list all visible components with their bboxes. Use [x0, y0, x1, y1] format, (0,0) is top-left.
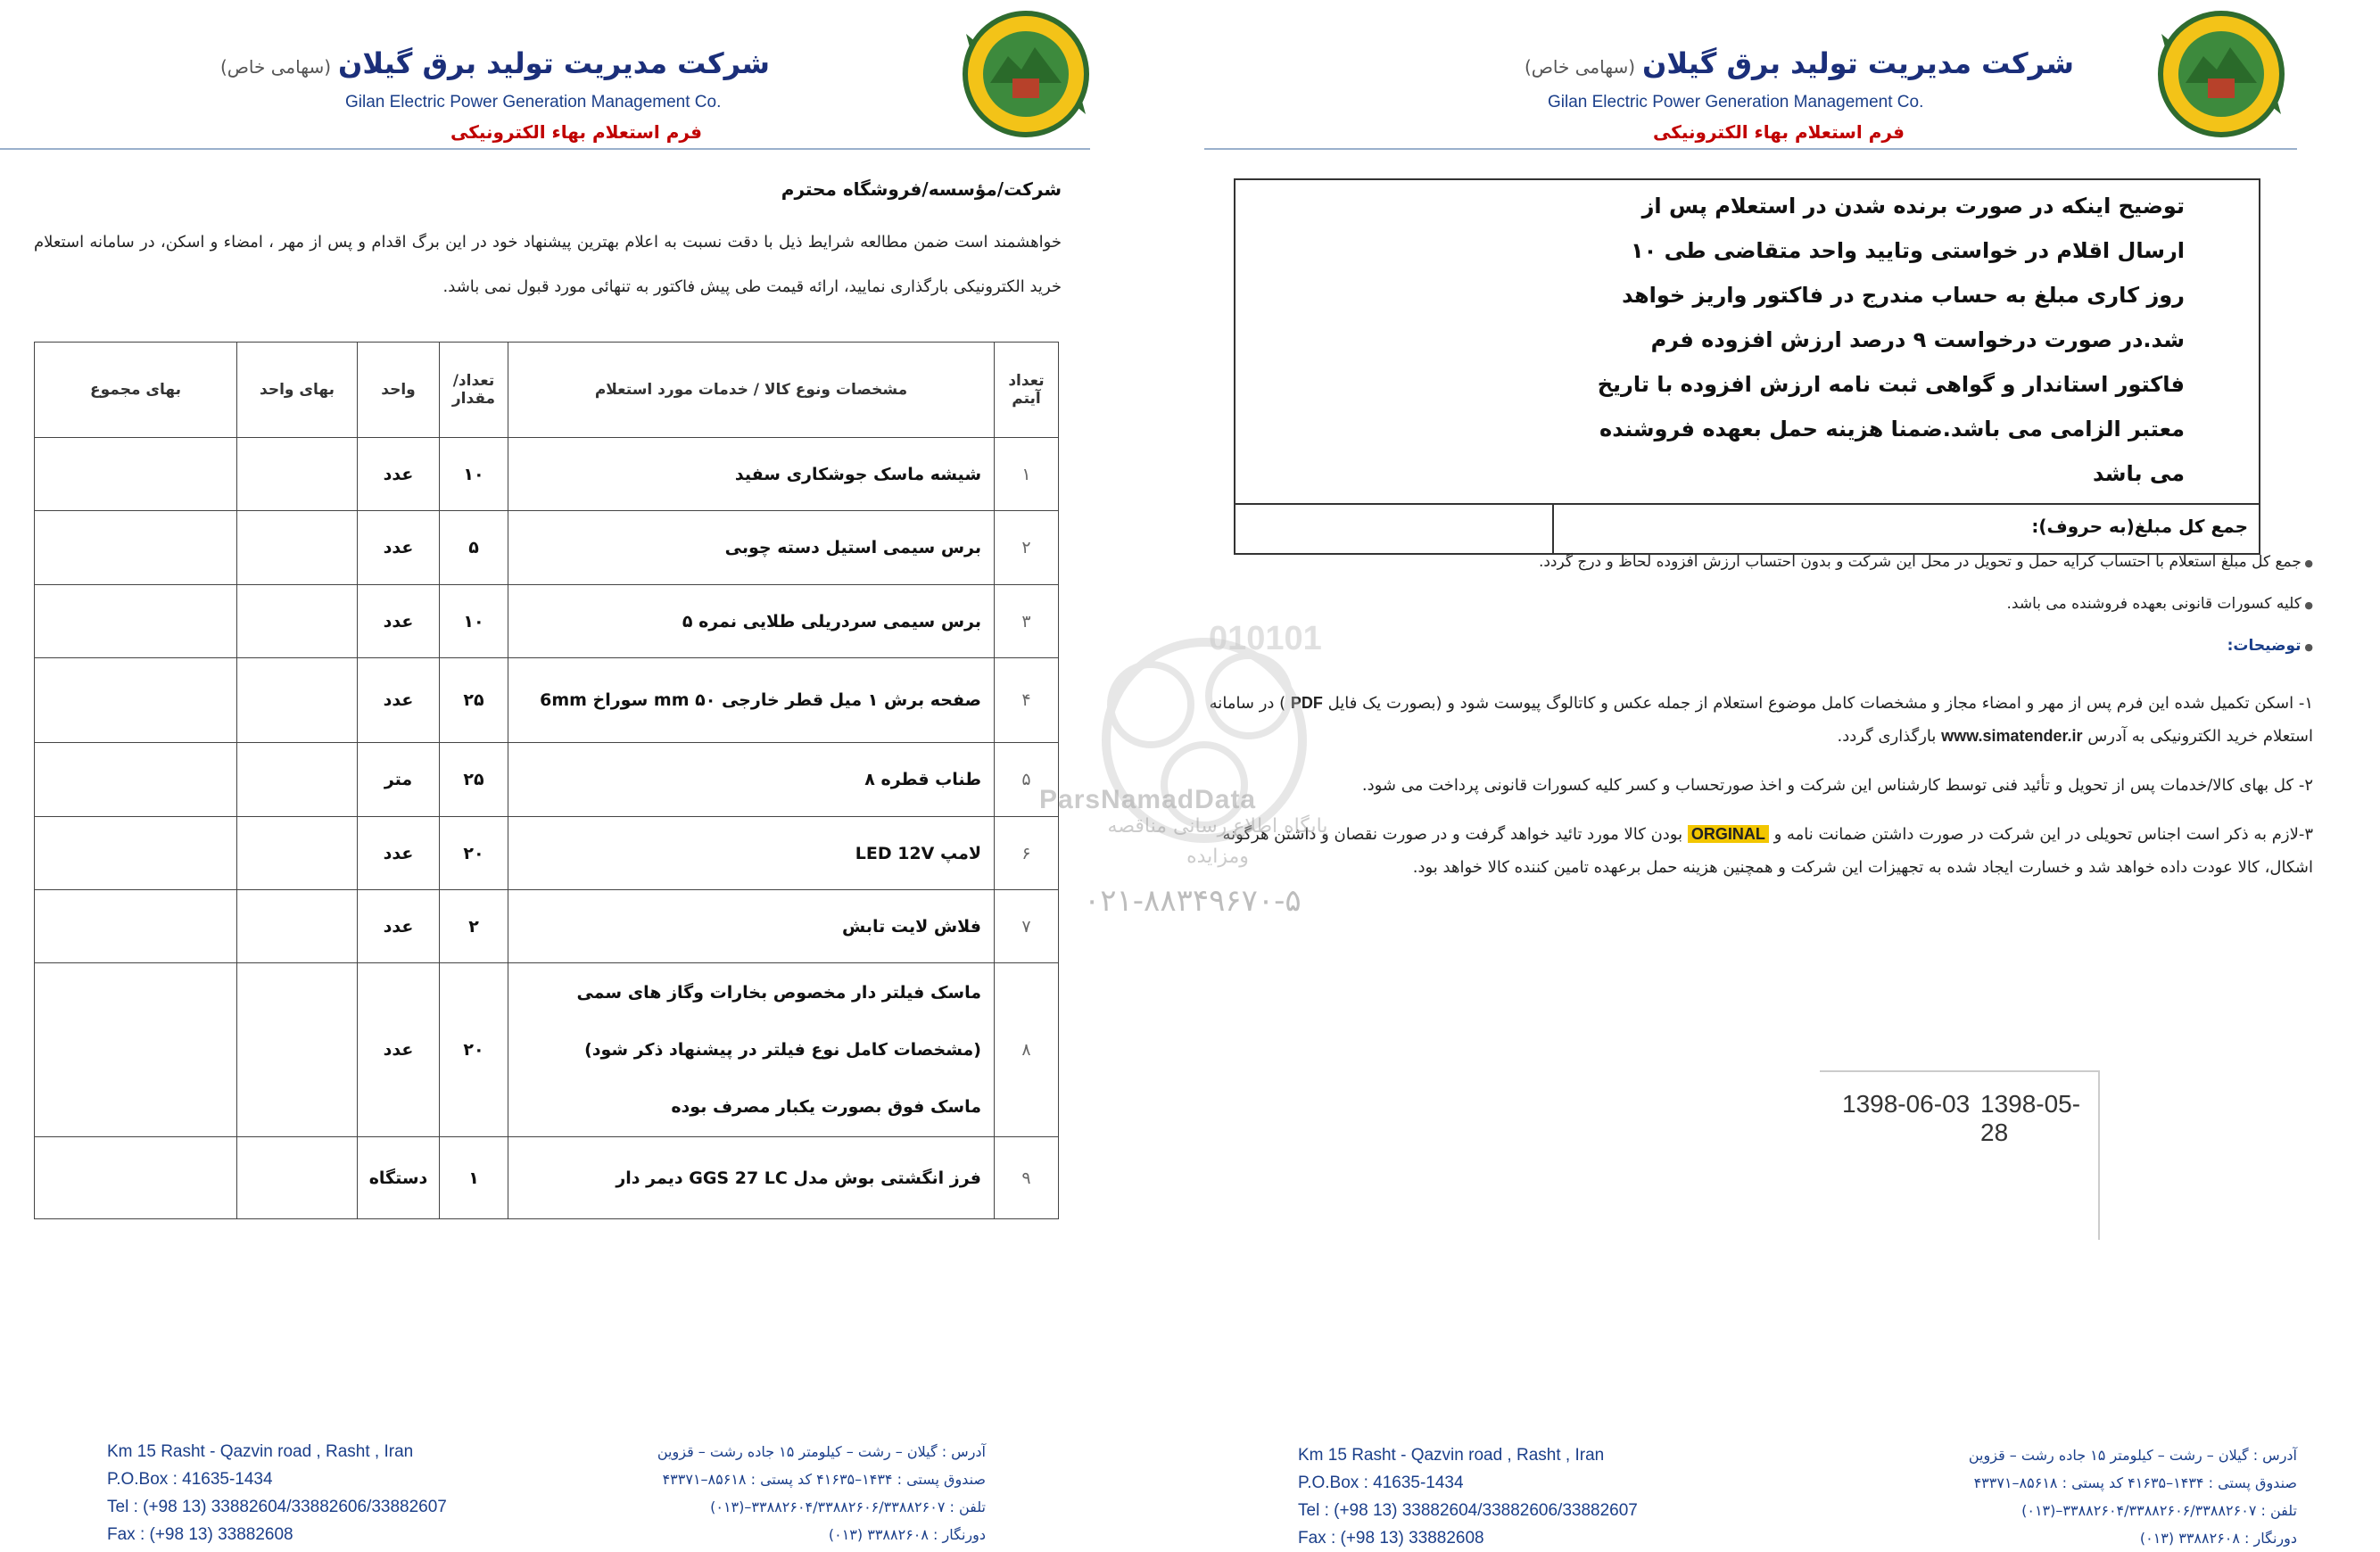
header-divider — [0, 148, 1090, 150]
row-index: ۸ — [995, 963, 1059, 1137]
col-index-header: تعداد آیتم — [995, 343, 1059, 438]
row-description: شیشه ماسک جوشکاری سفید — [508, 438, 995, 511]
table-row — [35, 817, 1059, 890]
row-total-price[interactable] — [35, 890, 237, 963]
row-description: برس سیمی استیل دسته چوبی — [508, 511, 995, 585]
total-amount-field[interactable] — [1235, 505, 1552, 553]
row-total-price[interactable] — [35, 438, 237, 511]
col-description-header: مشخصات ونوع کالا / خدمات مورد استعلام — [508, 343, 995, 438]
row-total-price[interactable] — [35, 963, 237, 1137]
note-3: ۳-لازم به ذکر است اجناس تحویلی در این شرکت در صورت داشتن ضمانت نامه و ORGINAL بودن کالا مورد تائید خواهد گرفت و در صورت نقصان و داشتن هرگونه اشکال، کالا عودت داده خواهد شد و خسارت ایجاد شده به تجهیزات این شرکت و همچنین هزینه حمل برعهده تامین کننده کالا خواهد بود. — [1222, 825, 2313, 877]
row-description: صفحه برش ۱ میل قطر خارجی ۵۰ mm سوراخ 6mm — [508, 658, 995, 743]
note-2: ۲- کل بهای کالا/خدمات پس از تحویل و تأئید فنی توسط کارشناس این شرکت و اخذ صورتحساب و کسر کلیه کسورات قانونی پرداخت می شود. — [1361, 776, 2313, 795]
row-index: ۹ — [995, 1137, 1059, 1219]
row-unit: دستگاه — [358, 1137, 440, 1219]
table-row — [35, 743, 1059, 817]
company-name-en: Gilan Electric Power Generation Management Co. — [1548, 93, 1924, 111]
watermark-text: پایگاه اطلاع رسانی مناقصه ومزایده — [1107, 815, 1328, 868]
row-unit: عدد — [358, 817, 440, 890]
footer-fa — [1969, 1441, 2297, 1552]
table-row — [35, 511, 1059, 585]
col-quantity-header: تعداد/ مقدار — [440, 343, 508, 438]
row-index: ۷ — [995, 890, 1059, 963]
payment-description-line: ارسال اقلام در خواستی وتایید واحد متقاضی طی ۱۰ — [1631, 238, 2185, 263]
condition-item: ● کلیه کسورات قانونی بعهده فروشنده می باشد. — [1260, 595, 2313, 613]
company-logo — [959, 7, 1093, 141]
payment-description-line: روز کاری مبلغ به حساب مندرج در فاکتور واریز خواهد — [1622, 283, 2185, 308]
company-name-en: Gilan Electric Power Generation Management Co. — [345, 93, 722, 111]
row-quantity: ۲۰ — [440, 817, 508, 890]
company-logo — [2154, 7, 2288, 141]
company-title: شرکت مدیریت تولید برق گیلان(سهامی خاص) — [219, 46, 770, 80]
row-quantity: ۲۵ — [440, 658, 508, 743]
payment-description-line: شد.در صورت درخواست ۹ درصد ارزش افزوده فرم — [1650, 327, 2185, 352]
col-unit-price-header: بهای واحد — [237, 343, 358, 438]
row-quantity: ۲ — [440, 890, 508, 963]
payment-description-line: معتبر الزامی می باشد.ضمنا هزینه حمل بعهده فروشنده — [1599, 417, 2185, 442]
row-quantity: ۱ — [440, 1137, 508, 1219]
left-page — [0, 0, 1084, 1544]
footer-address-fa: آدرس : گیلان – رشت – کیلومتر ۱۵ جاده رشت – قزوین — [657, 1443, 986, 1460]
row-quantity: ۲۵ — [440, 743, 508, 817]
footer-fax-en: Fax : (+98 13) 33882608 — [107, 1525, 293, 1544]
row-unit-price[interactable] — [237, 658, 358, 743]
footer-pobox-en: P.O.Box : 41635-1434 — [1298, 1474, 1464, 1492]
row-unit-price[interactable] — [237, 511, 358, 585]
table-row — [35, 658, 1059, 743]
row-unit-price[interactable] — [237, 438, 358, 511]
row-unit: عدد — [358, 963, 440, 1137]
row-total-price[interactable] — [35, 817, 237, 890]
date-end: 1398-06-03 — [1842, 1090, 1971, 1118]
row-index: ۱ — [995, 438, 1059, 511]
payment-description — [1542, 180, 2185, 496]
row-total-price[interactable] — [35, 585, 237, 658]
row-total-price[interactable] — [35, 1137, 237, 1219]
row-description-line: (مشخصات کامل نوع فیلتر در پیشنهاد ذکر شود) — [584, 1040, 981, 1060]
row-description: فرز انگشتی بوش مدل GGS 27 LC دیمر دار — [508, 1137, 995, 1219]
row-index: ۳ — [995, 585, 1059, 658]
footer-tel-fa: تلفن : ۳۳۸۸۲۶۰۴/۳۳۸۸۲۶۰۶/۳۳۸۸۲۶۰۷–(۰۱۳) — [2021, 1502, 2297, 1519]
company-title: شرکت مدیریت تولید برق گیلان(سهامی خاص) — [1524, 46, 2074, 80]
left-header — [0, 0, 1084, 152]
header-divider — [1204, 148, 2297, 150]
row-index: ۲ — [995, 511, 1059, 585]
footer-pobox-fa: صندوق پستی : ۱۴۳۴–۴۱۶۳۵ کد پستی : ۸۵۶۱۸–۴۳۳۷۱ — [1973, 1474, 2297, 1491]
row-quantity: ۱۰ — [440, 585, 508, 658]
table-row — [35, 438, 1059, 511]
row-unit-price[interactable] — [237, 585, 358, 658]
simatender-link[interactable]: www.simatender.ir — [1941, 727, 2083, 745]
col-total-price-header: بهای مجموع — [35, 343, 237, 438]
row-unit-price[interactable] — [237, 817, 358, 890]
row-index: ۴ — [995, 658, 1059, 743]
table-row — [35, 890, 1059, 963]
notes-title: ● توضیحات: — [1260, 637, 2313, 655]
date-start: 1398-05-28 — [1980, 1090, 2081, 1146]
row-unit: عدد — [358, 585, 440, 658]
total-amount-label: جمع کل مبلغ(به حروف): — [2031, 516, 2248, 537]
row-unit-price[interactable] — [237, 963, 358, 1137]
row-description: برس سیمی سردریلی طلایی نمره ۵ — [508, 585, 995, 658]
col-unit-header: واحد — [358, 343, 440, 438]
watermark-brand: ParsNamadData — [1039, 785, 1257, 814]
row-unit-price[interactable] — [237, 1137, 358, 1219]
row-quantity: ۵ — [440, 511, 508, 585]
row-index: ۵ — [995, 743, 1059, 817]
footer-tel-fa: تلفن : ۳۳۸۸۲۶۰۴/۳۳۸۸۲۶۰۶/۳۳۸۸۲۶۰۷–(۰۱۳) — [710, 1498, 986, 1515]
footer-tel-en: Tel : (+98 13) 33882604/33882606/33882607 — [107, 1498, 447, 1516]
payment-description-line: فاکتور استاندار و گواهی ثبت نامه ارزش افزوده با تاریخ — [1597, 372, 2185, 397]
row-quantity: ۲۰ — [440, 963, 508, 1137]
company-type: (سهامی خاص) — [1524, 56, 1636, 78]
row-description: لامپ LED 12V — [508, 817, 995, 890]
footer-en — [1298, 1441, 1638, 1552]
company-type: (سهامی خاص) — [219, 56, 332, 78]
watermark-binary: 010101 — [1209, 620, 1322, 657]
footer-tel-en: Tel : (+98 13) 33882604/33882606/33882607 — [1298, 1501, 1638, 1520]
right-header — [1191, 0, 2380, 152]
pdf-label: PDF — [1290, 694, 1323, 712]
condition-item: ● جمع کل مبلغ استعلام با احتساب کرایه حمل و تحویل در محل این شرکت و بدون احتساب ارزش افزوده لحاظ و درج گردد. — [1260, 553, 2313, 571]
row-unit-price[interactable] — [237, 743, 358, 817]
row-quantity: ۱۰ — [440, 438, 508, 511]
watermark-phone: ۰۲۱-۸۸۳۴۹۶۷۰-۵ — [1084, 883, 1302, 919]
row-description: طناب قطره ۸ — [508, 743, 995, 817]
original-highlight: ORGINAL — [1688, 825, 1769, 843]
payment-description-line: می باشد — [2093, 461, 2185, 486]
footer-pobox-en: P.O.Box : 41635-1434 — [107, 1470, 273, 1489]
footer-en — [107, 1438, 447, 1548]
row-total-price[interactable] — [35, 511, 237, 585]
row-index: ۶ — [995, 817, 1059, 890]
form-title: فرم استعلام بهاء الکترونیکی — [450, 121, 702, 143]
footer-fax-fa: دورنگار : ۳۳۸۸۲۶۰۸ (۰۱۳) — [2139, 1530, 2297, 1547]
row-description-line: ماسک فیلتر دار مخصوص بخارات وگاز های سمی — [576, 983, 981, 1003]
table-row — [35, 1137, 1059, 1219]
row-unit-price[interactable] — [237, 890, 358, 963]
footer-address-en: Km 15 Rasht - Qazvin road , Rasht , Iran — [107, 1442, 414, 1461]
date-stamp — [1820, 1070, 2100, 1240]
row-unit: عدد — [358, 658, 440, 743]
row-description-line: ماسک فوق بصورت یکبار مصرف بوده — [671, 1097, 981, 1117]
total-amount-row — [1235, 503, 2259, 553]
payment-description-line: توضیح اینکه در صورت برنده شدن در استعلام پس از — [1641, 194, 2185, 219]
footer-fax-fa: دورنگار : ۳۳۸۸۲۶۰۸ (۰۱۳) — [828, 1526, 986, 1543]
row-unit: عدد — [358, 438, 440, 511]
intro-text: خواهشمند است ضمن مطالعه شرایط ذیل با دقت نسبت به اعلام بهترین پیشنهاد خود در این برگ اقدام و پس از مهر ، امضاء و اسکن، در سامانه استعلام خرید الکترونیکی بارگذاری نمایید، ارائه قیمت طی پیش فاکتور به تنهائی مورد قبول نمی باشد. — [34, 233, 1062, 296]
addressee: شرکت/مؤسسه/فروشگاه محترم — [781, 178, 1062, 200]
row-unit: عدد — [358, 511, 440, 585]
row-total-price[interactable] — [35, 743, 237, 817]
table-row — [35, 585, 1059, 658]
table-header-row — [35, 343, 1059, 438]
row-description — [508, 963, 995, 1137]
conditions-list — [1260, 553, 2313, 679]
payment-description-box — [1234, 178, 2260, 555]
row-unit: عدد — [358, 890, 440, 963]
total-divider — [1552, 505, 1554, 553]
note-1: ۱- اسکن تکمیل شده این فرم پس از مهر و امضاء مجاز و مشخصات کامل موضوع استعلام از جمله عکس و کاتالوگ پیوست شود و (بصورت یک فایل PDF ) در سامانه استعلام خرید الکترونیکی به آدرس www.simatender.ir بارگذاری گردد. — [1209, 694, 2313, 746]
items-table — [34, 342, 1059, 1219]
footer-address-en: Km 15 Rasht - Qazvin road , Rasht , Iran — [1298, 1446, 1605, 1465]
footer-pobox-fa: صندوق پستی : ۱۴۳۴–۴۱۶۳۵ کد پستی : ۸۵۶۱۸–۴۳۳۷۱ — [662, 1471, 986, 1488]
row-unit: متر — [358, 743, 440, 817]
footer-address-fa: آدرس : گیلان – رشت – کیلومتر ۱۵ جاده رشت – قزوین — [1968, 1447, 2297, 1464]
form-title: فرم استعلام بهاء الکترونیکی — [1653, 121, 1905, 143]
row-total-price[interactable] — [35, 658, 237, 743]
table-row — [35, 963, 1059, 1137]
footer-fa — [657, 1438, 986, 1548]
footer-fax-en: Fax : (+98 13) 33882608 — [1298, 1529, 1484, 1548]
row-description: فلاش لایت تابش — [508, 890, 995, 963]
